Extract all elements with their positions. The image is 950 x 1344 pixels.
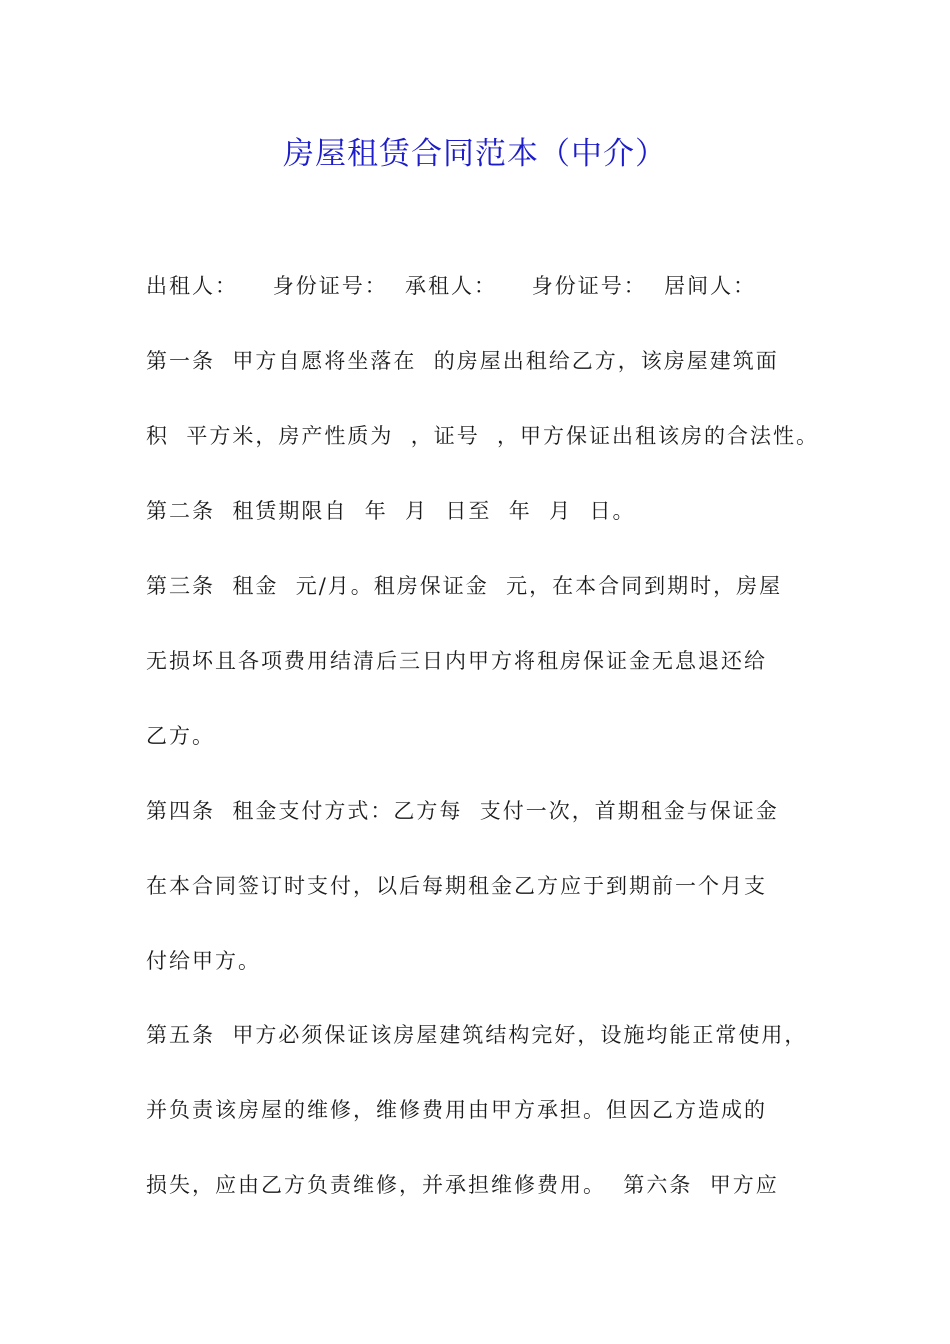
article-4-line-1: 第四条 租金支付方式：乙方每 支付一次，首期租金与保证金 — [146, 799, 779, 823]
article-1-line-1: 第一条 甲方自愿将坐落在 的房屋出租给乙方，该房屋建筑面 — [146, 349, 779, 373]
article-5-line-3: 损失，应由乙方负责维修，并承担维修费用。 第六条 甲方应 — [146, 1173, 779, 1197]
article-3-line-3: 乙方。 — [146, 724, 215, 748]
document-title: 房屋租赁合同范本（中介） — [283, 136, 667, 172]
article-5-line-1: 第五条 甲方必须保证该房屋建筑结构完好，设施均能正常使用， — [146, 1023, 808, 1047]
party-info-line: 出租人： 身份证号： 承租人： 身份证号： 居间人： — [146, 274, 757, 298]
article-4-line-3: 付给甲方。 — [146, 949, 261, 973]
article-3-line-1: 第三条 租金 元/月。租房保证金 元，在本合同到期时，房屋 — [146, 574, 783, 598]
article-2-line-1: 第二条 租赁期限自 年 月 日至 年 月 日。 — [146, 499, 636, 523]
article-5-line-2: 并负责该房屋的维修，维修费用由甲方承担。但因乙方造成的 — [146, 1098, 767, 1122]
article-3-line-2: 无损坏且各项费用结清后三日内甲方将租房保证金无息退还给 — [146, 649, 767, 673]
article-1-line-2: 积 平方米，房产性质为 ，证号 ，甲方保证出租该房的合法性。 — [146, 424, 820, 448]
article-4-line-2: 在本合同签订时支付，以后每期租金乙方应于到期前一个月支 — [146, 874, 767, 898]
